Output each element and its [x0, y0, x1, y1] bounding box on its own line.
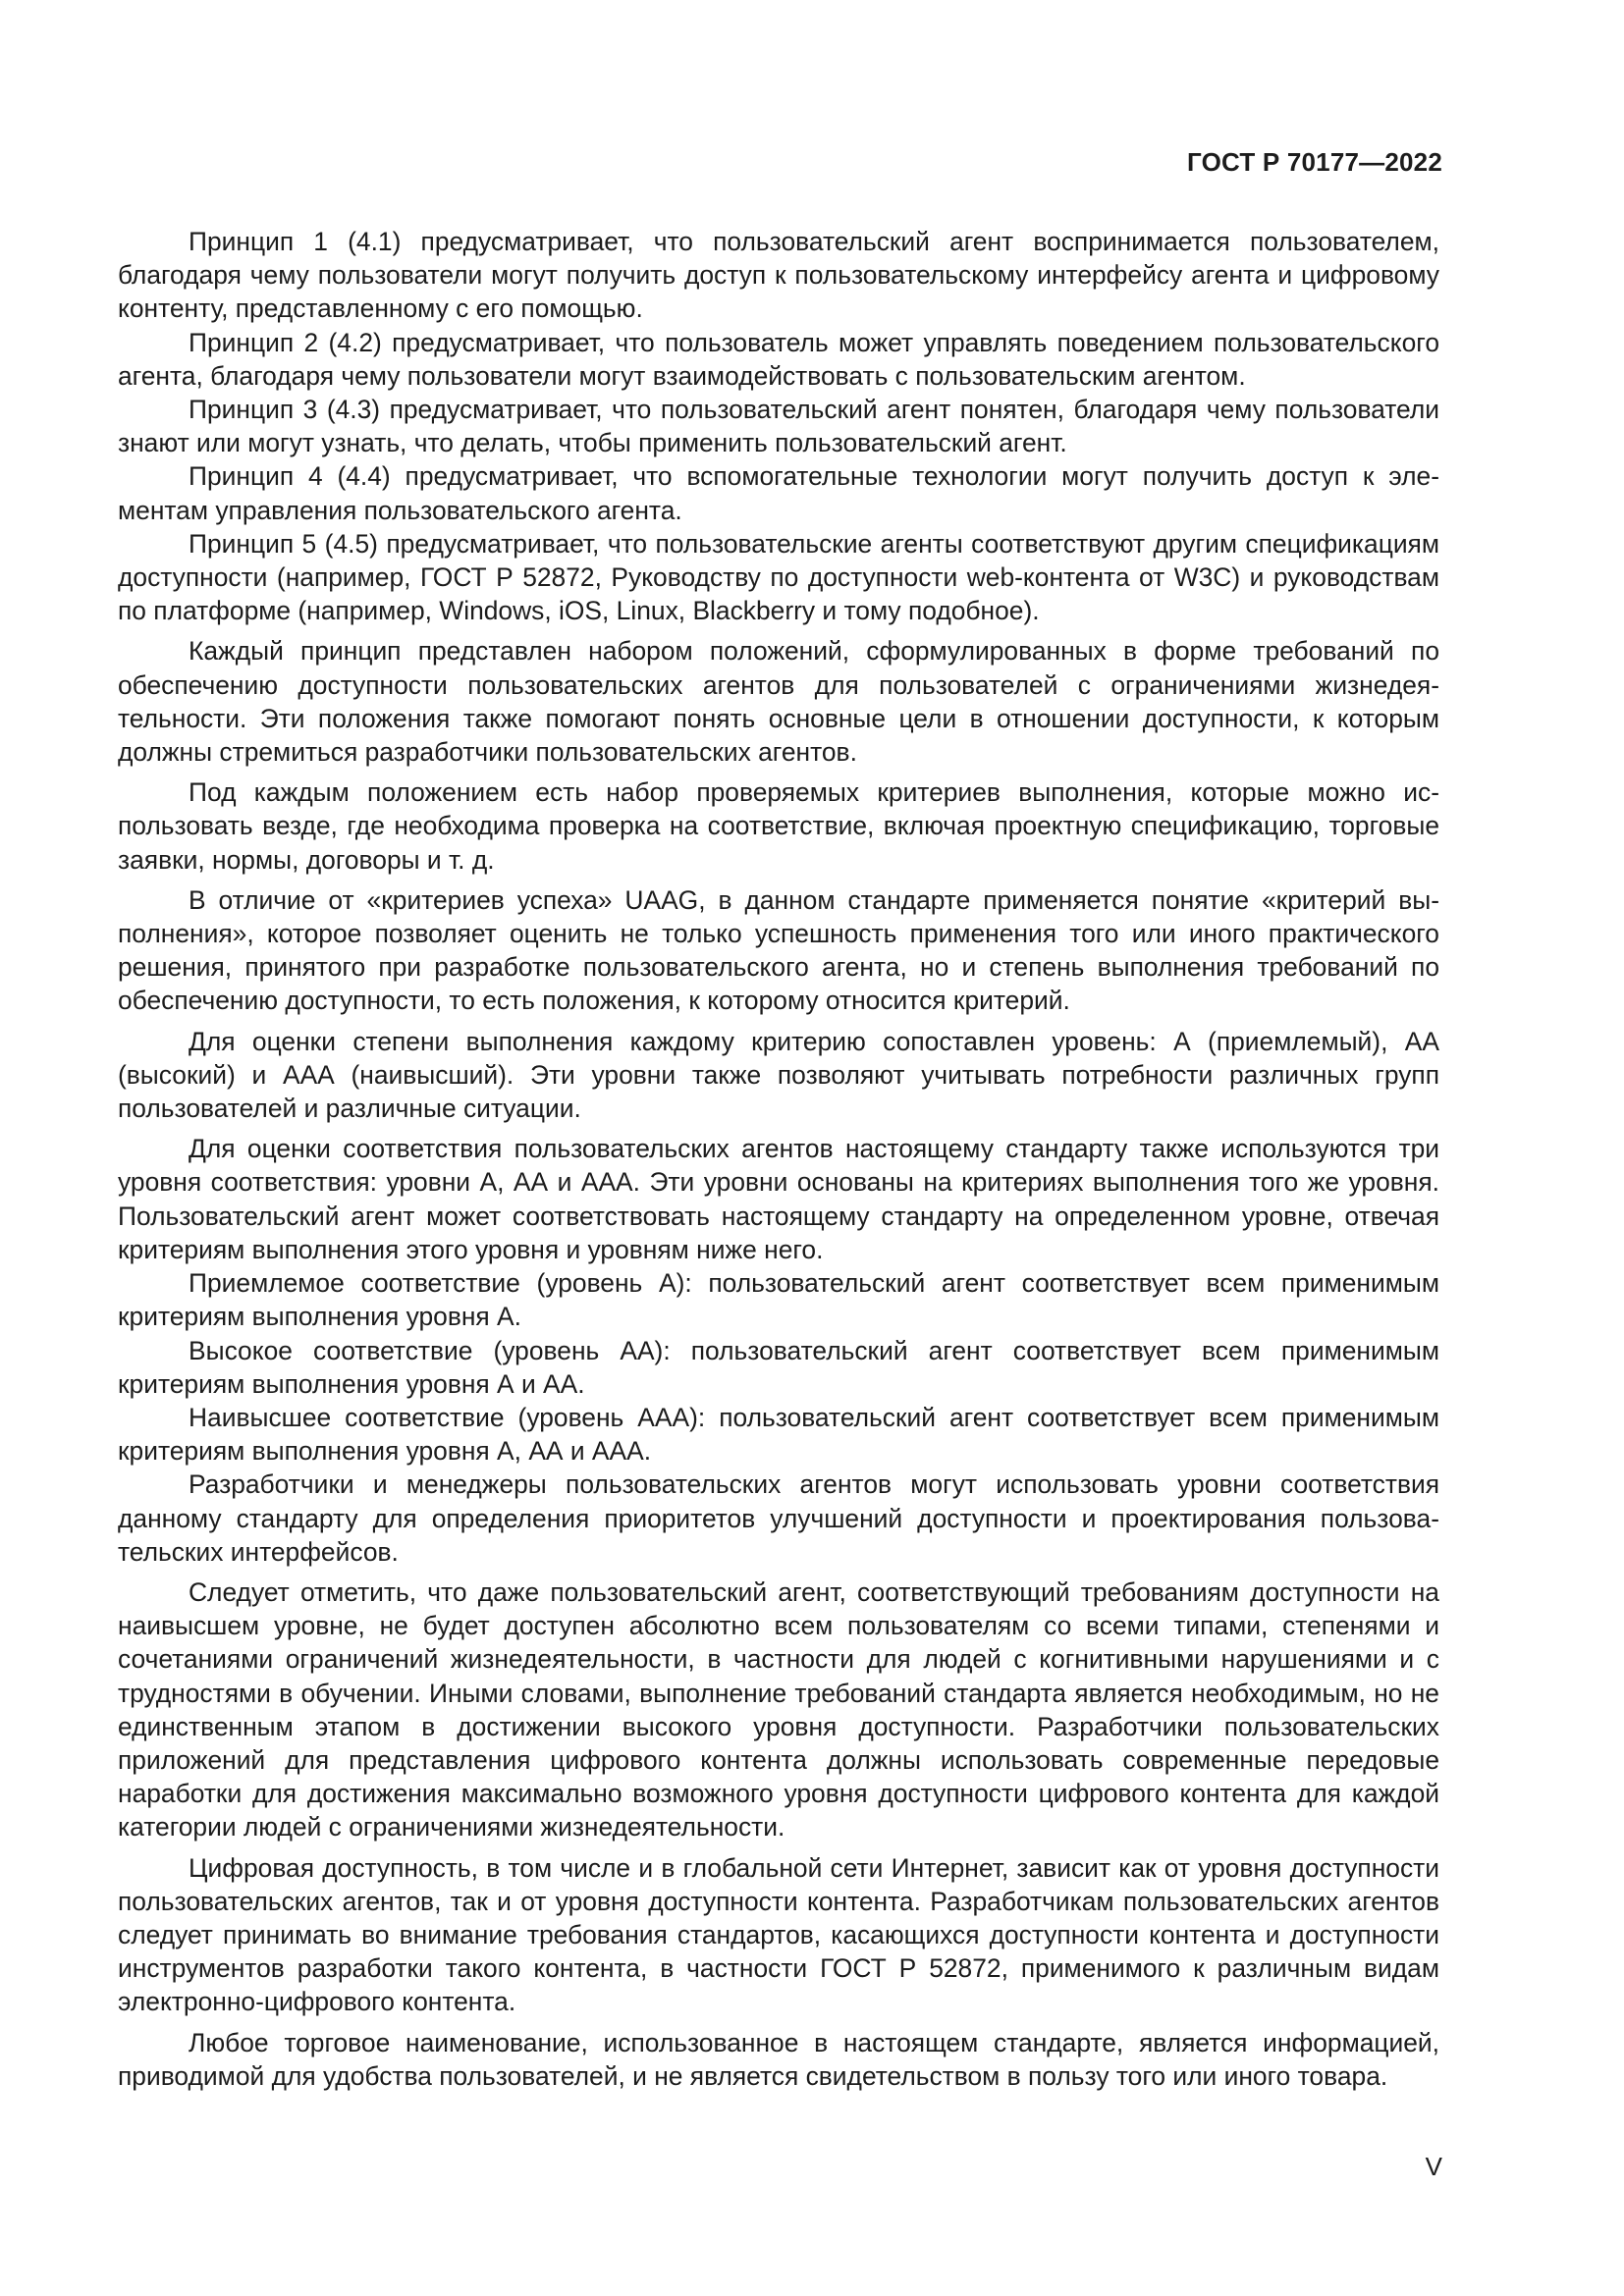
paragraph: Приемлемое соответствие (уровень А): пользовательский агент соответствует всем применимым критериям выполнения уровня А.: [118, 1268, 1439, 1332]
paragraph: Под каждым положением есть набор проверяемых критериев выполнения, которые можно использовать везде, где необходима проверка на соответствие, включая проектную спецификацию, торговые заявки, нормы, договоры и т. д.: [118, 777, 1439, 875]
paragraph: Принцип 4 (4.4) предусматривает, что вспомогательные технологии могут получить доступ к элементам управления пользовательского агента.: [118, 461, 1439, 525]
paragraph: Следует отметить, что даже пользовательский агент, соответствующий требованиям доступности на наивысшем уровне, не будет доступен абсолютно всем пользователям со всеми типами, степенями и сочетаниями ограничений жизнедеятельности, в частности для людей с когнитивными нарушениями и с трудностями в обучении. Иными словами, выполнение требований стандарта является необходимым, но не единственным этапом в достижении высокого уровня доступности. Разработчики пользовательских приложений для представления цифрового контента должны использовать современные передовые наработки для достижения максимально возможного уровня доступности цифрового контента для каждой категории людей с ограничениями жизнедеятельности.: [118, 1576, 1439, 1842]
paragraph: Высокое соответствие (уровень АА): пользовательский агент соответствует всем применимым критериям выполнения уровня А и АА.: [118, 1335, 1439, 1399]
document-body: [118, 225, 1439, 2093]
paragraph: Разработчики и менеджеры пользовательских агентов могут использовать уровни соответствия данному стандарту для определения приоритетов улучшений доступности и проектирования пользовательских интерфейсов.: [118, 1469, 1439, 1567]
page-number: V: [1425, 2152, 1442, 2181]
paragraph: Наивысшее соответствие (уровень ААА): пользовательский агент соответствует всем применимым критериям выполнения уровня А, АА и ААА.: [118, 1402, 1439, 1467]
paragraph: Принцип 1 (4.1) предусматривает, что пользовательский агент воспринимается пользователем, благодаря чему пользователи могут получить доступ к пользовательскому интерфейсу агента и цифровому контенту, представленному с его помощью.: [118, 227, 1439, 324]
paragraph: Принцип 3 (4.3) предусматривает, что пользовательский агент понятен, благодаря чему пользователи знают или могут узнать, что делать, чтобы применить пользовательский агент.: [118, 395, 1439, 458]
paragraph: Цифровая доступность, в том числе и в глобальной сети Интернет, зависит как от уровня доступности пользовательских агентов, так и от уровня доступности контента. Разработчикам пользовательских агентов следует принимать во внимание требования стандартов, касающихся доступности контента и доступности инструментов разработки такого контента, в частности ГОСТ Р 52872, применимого к различным видам электронно-цифрового контента.: [118, 1852, 1439, 2017]
paragraph: Каждый принцип представлен набором положений, сформулированных в форме требований по обеспечению доступности пользовательских агентов для пользователей с ограничениями жизнедеятельности. Эти положения также помогают понять основные цели в отношении доступности, к которым должны стремиться разработчики пользовательских агентов.: [118, 636, 1439, 768]
document-code: ГОСТ Р 70177—2022: [1187, 147, 1442, 177]
paragraph: В отличие от «критериев успеха» UAAG, в данном стандарте применяется понятие «критерий выполнения», которое позволяет оценить не только успешность применения того или иного практического решения, принятого при разработке пользовательского агента, но и степень выполнения требований по обеспечению доступности, то есть положения, к которому относится критерий.: [118, 884, 1439, 1016]
paragraph: Для оценки соответствия пользовательских агентов настоящему стандарту также используются три уровня соответствия: уровни А, АА и ААА. Эти уровни основаны на критериях выполнения того же уровня. Пользовательский агент может соответствовать настоящему стандарту на определенном уровне, отвечая критериям выполнения этого уровня и уровням ниже него.: [118, 1134, 1439, 1264]
paragraph: Принцип 2 (4.2) предусматривает, что пользователь может управлять поведением пользовательского агента, благодаря чему пользователи могут взаимодействовать с пользовательским агентом.: [118, 327, 1439, 391]
paragraph: Принцип 5 (4.5) предусматривает, что пользовательские агенты соответствуют другим спецификациям доступности (например, ГОСТ Р 52872, Руководству по доступности web-контента от W3C) и руководствам по платформе (например, Windows, iOS, Linux, Blackberry и тому подобное).: [118, 528, 1439, 626]
paragraph: Для оценки степени выполнения каждому критерию сопоставлен уровень: А (приемлемый), АА (высокий) и ААА (наивысший). Эти уровни также позволяют учитывать потребности различных групп пользователей и различные ситуации.: [118, 1026, 1439, 1124]
paragraph: Любое торговое наименование, использованное в настоящем стандарте, является информацией, приводимой для удобства пользователей, и не является свидетельством в пользу того или иного товара.: [118, 2027, 1439, 2091]
